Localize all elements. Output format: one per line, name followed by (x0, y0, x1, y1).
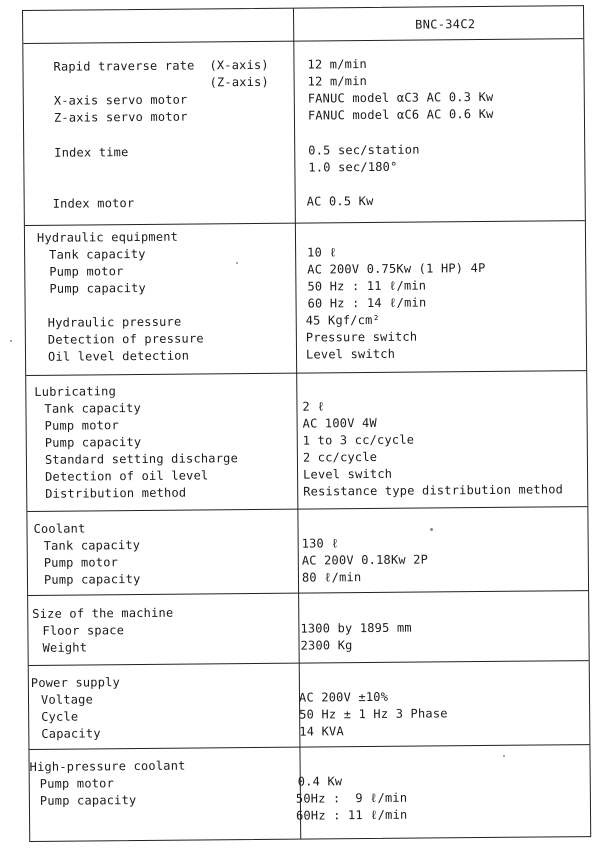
spec-value: 2 ℓ (302, 399, 325, 414)
spec-label: Pump motor (44, 418, 119, 433)
spec-label: Rapid traverse rate (X-axis) (53, 57, 269, 74)
spec-value: 10 ℓ (307, 245, 337, 260)
spec-label: Detection of pressure (47, 331, 204, 347)
spec-value: AC 100V 4W (302, 415, 377, 431)
spec-label: Pump motor (39, 776, 115, 791)
spec-label: Pump capacity (44, 434, 142, 450)
spec-value: Level switch (305, 346, 396, 362)
spec-value: Resistance type distribution method (303, 482, 564, 499)
spec-value: 2 cc/cycle (302, 449, 378, 465)
spec-label: Index motor (52, 196, 135, 211)
spec-value: AC 200V ±10% (298, 689, 389, 705)
row-divider (29, 744, 589, 750)
spec-label: Voltage (40, 692, 94, 707)
spec-label: Hydraulic pressure (47, 314, 182, 330)
spec-label: X-axis servo motor (53, 92, 188, 108)
section-title-high-pressure-coolant: High-pressure coolant (29, 758, 186, 774)
spec-label: Pump motor (43, 555, 119, 570)
spec-value: 1.0 sec/180° (308, 159, 398, 175)
spec-label: Weight (42, 640, 88, 655)
spec-value: 12 m/min (307, 73, 368, 89)
spec-value: Level switch (303, 466, 393, 482)
spec-label: Tank capacity (43, 537, 141, 553)
model-header: BNC-34C2 (415, 17, 476, 32)
row-divider (27, 506, 587, 512)
row-divider (28, 590, 588, 596)
spec-table (22, 5, 591, 842)
spec-label: Tank capacity (49, 246, 146, 262)
section-title-power: Power supply (30, 675, 121, 690)
scan-speck (10, 340, 12, 342)
spec-value: 0.4 Kw (297, 774, 343, 789)
spec-value: 1 to 3 cc/cycle (302, 432, 415, 448)
scan-speck (236, 262, 238, 264)
spec-label: Pump capacity (39, 793, 137, 808)
row-divider (29, 660, 589, 666)
spec-value: 0.5 sec/station (308, 142, 420, 158)
spec-label: Pump capacity (49, 280, 147, 296)
scan-speck (430, 528, 433, 531)
scan-speck (503, 755, 505, 757)
spec-label: Capacity (41, 726, 101, 741)
spec-value: AC 0.5 Kw (306, 193, 374, 209)
spec-value: Pressure switch (305, 329, 418, 345)
spec-value: AC 200V 0.18Kw 2P (301, 552, 429, 568)
spec-value: 14 KVA (299, 724, 344, 739)
row-divider (26, 370, 586, 376)
section-title-hydraulic: Hydraulic equipment (36, 229, 179, 245)
spec-value: 2300 Kg (300, 638, 353, 653)
spec-value: FANUC model αC6 AC 0.6 Kw (307, 106, 494, 123)
spec-value: 1300 by 1895 mm (300, 620, 412, 636)
spec-value: FANUC model αC3 AC 0.3 Kw (307, 89, 494, 106)
spec-value: 45 Kgf/cm² (305, 312, 381, 328)
spec-label: Cycle (41, 709, 79, 724)
spec-label: Tank capacity (44, 400, 142, 416)
spec-value: 80 ℓ/min (301, 570, 362, 585)
spec-label: Detection of oil level (45, 468, 209, 484)
row-divider (23, 38, 583, 44)
spec-label: Oil level detection (47, 348, 190, 364)
spec-label: Pump motor (49, 264, 124, 279)
spec-value: AC 200V 0.75Kw (1 HP) 4P (307, 260, 486, 277)
spec-label: Standard setting discharge (44, 451, 239, 467)
spec-value: 130 ℓ (301, 536, 339, 551)
spec-label: (Z-axis) (53, 74, 270, 91)
row-divider (25, 220, 585, 226)
spec-value: 12 m/min (307, 56, 367, 72)
spec-label: Pump capacity (43, 571, 141, 587)
spec-label: Index time (54, 145, 129, 160)
spec-label: Z-axis servo motor (53, 109, 188, 125)
spec-value: 50Hz : 9 ℓ/min (295, 790, 408, 806)
spec-value: 50 Hz : 11 ℓ/min (307, 278, 427, 294)
spec-label: Floor space (42, 623, 125, 638)
spec-value: 60 Hz : 14 ℓ/min (307, 295, 427, 311)
section-title-coolant: Coolant (33, 521, 86, 536)
section-title-lubricating: Lubricating (34, 384, 117, 399)
spec-value: 60Hz : 11 ℓ/min (295, 807, 408, 823)
section-title-size: Size of the machine (32, 605, 174, 621)
spec-label: Distribution method (45, 485, 187, 501)
spec-value: 50 Hz ± 1 Hz 3 Phase (299, 706, 448, 722)
